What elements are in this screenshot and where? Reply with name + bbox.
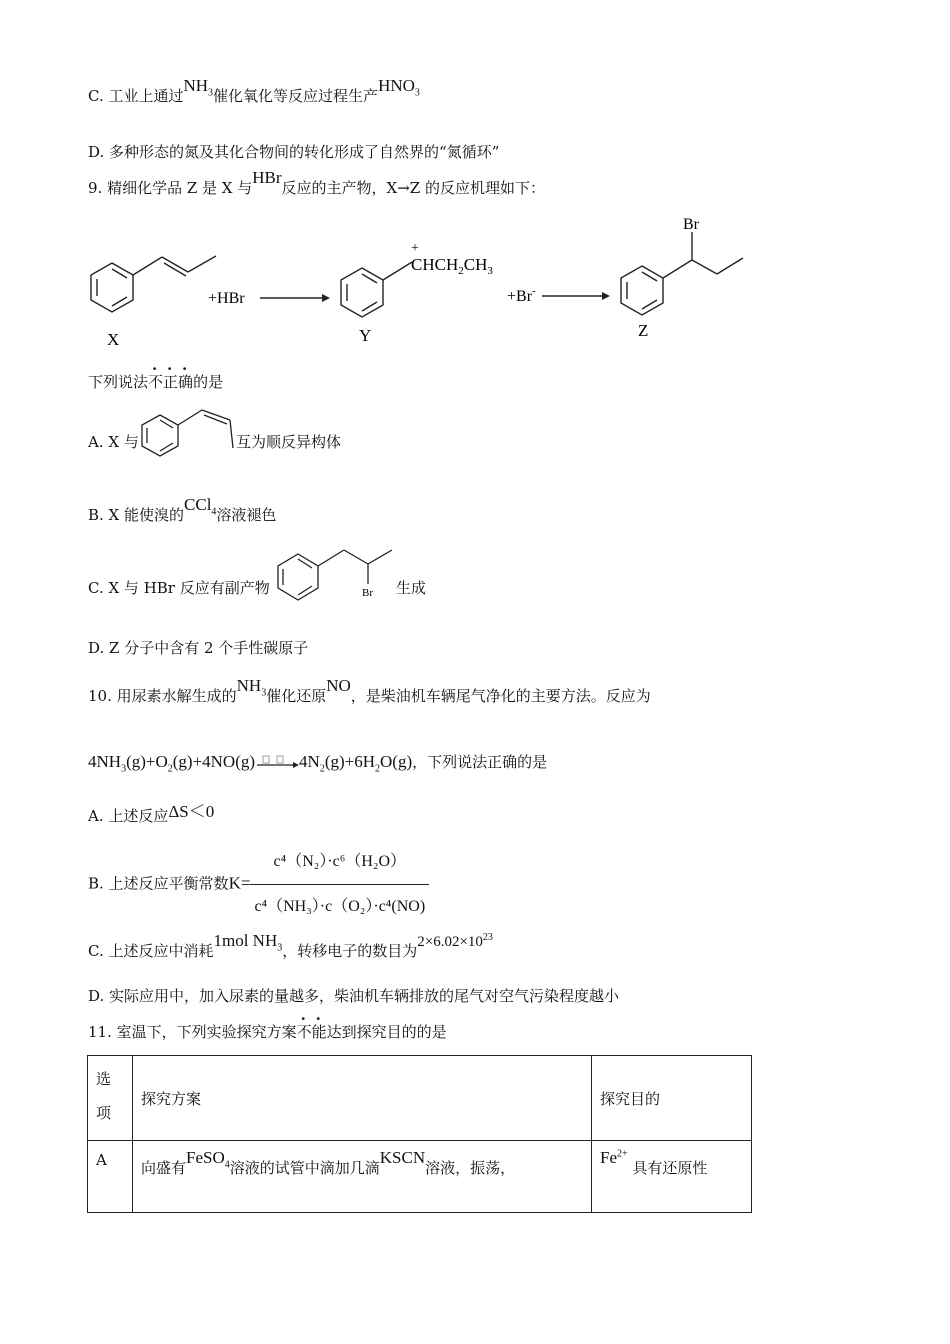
option-10d: D. 实际应用中，加入尿素的量越多，柴油机车辆排放的尾气对空气污染程度越小 — [88, 987, 620, 1005]
reaction-scheme — [80, 210, 770, 355]
option-9c-tail: 生成 — [396, 579, 427, 597]
row-a-aim: $Fe^{2+}$ 具有还原性 — [592, 1141, 752, 1213]
option-8c: C. 工业上通过$NH_3$催化氧化等反应过程生产$HNO_3$ — [88, 76, 420, 105]
label-z: Z — [638, 321, 649, 340]
formula-hbr: HBr — [252, 168, 282, 187]
reagent-hbr: +HBr — [208, 290, 245, 307]
formula-nh3: $NH_3$ — [183, 76, 214, 99]
question-11: 11. 室温下，下列实验探究方案不能达到探究目的的是 — [88, 1023, 447, 1041]
z-br-label: Br — [683, 216, 699, 233]
row-a-plan: 向盛有FeSO$_4$溶液的试管中滴加几滴KSCN溶液，振荡， — [133, 1141, 592, 1213]
label-x: X — [107, 330, 120, 349]
formula-ccl4: CCl$_4$ — [184, 495, 217, 518]
formula-fe2plus: $Fe^{2+}$ — [600, 1148, 628, 1167]
reaction-equation: $4NH_3(g)+O_2(g)+4NO(g)$ $4N_2(g)+6H_2O(g)$，下列说法正确的是 — [88, 752, 548, 775]
cis-isomer-structure — [138, 400, 238, 462]
table-header-row — [88, 1056, 752, 1141]
reaction-arrow — [255, 755, 299, 771]
formula-feso4: FeSO$_4$ — [186, 1148, 230, 1171]
byproduct-br: Br — [362, 587, 373, 599]
electron-count: $2\times 6.02\times 10^{23}$ — [417, 932, 493, 950]
row-a-option: A — [88, 1141, 133, 1213]
option-8d: D. 多种形态的氮及其化合物间的转化形成了自然界的“氮循环” — [88, 143, 500, 161]
label-y: Y — [359, 326, 372, 345]
option-10a: A. 上述反应ΔS＜0 — [88, 802, 215, 825]
option-9b: B. X 能使溴的CCl$_4$溶液褪色 — [88, 495, 277, 524]
option-10c: C. 上述反应中消耗1mol $NH_3$，转移电子的数目为$2\times 6.02\times 10^{23}$ — [88, 931, 493, 960]
header-aim: 探究目的 — [592, 1056, 752, 1141]
reagent-br-minus: +Br- — [507, 285, 536, 305]
header-plan: 探究方案 — [133, 1056, 592, 1141]
formula-nh3: $NH_3$ — [236, 676, 267, 699]
question-9: 9. 精细化学品 Z 是 X 与HBr反应的主产物，X→Z 的反应机理如下： — [88, 168, 545, 197]
equilibrium-constant-fraction: $\frac{\text{c⁴（N₂）·c⁶（H₂O）}}{\text{c⁴（NH₃）·c（O₂）·c⁴(NO)}}$ — [250, 842, 429, 927]
question-10: 10. 用尿素水解生成的$NH_3$催化还原NO，是柴油机车辆尾气净化的主要方法。反应为 — [88, 676, 651, 705]
option-9a: A. X 与 — [88, 433, 139, 451]
formula-hno3: $HNO_3$ — [378, 76, 420, 99]
option-9a-tail: 互为顺反异构体 — [236, 433, 342, 451]
question-9-stem: 下列说法不正确的是 — [88, 373, 224, 391]
x-chain — [133, 257, 162, 275]
cation-charge: + — [411, 241, 419, 256]
formula-delta-s: ΔS＜0 — [168, 802, 215, 821]
option-10b: B. 上述反应平衡常数K= $\frac{\text{c⁴（N₂）·c⁶（H₂O）}}{\text{c⁴（NH₃）·c（O₂）·c⁴(NO)}}$ — [88, 842, 429, 927]
byproduct-structure — [272, 540, 402, 608]
option-9d: D. Z 分子中含有 2 个手性碳原子 — [88, 639, 309, 657]
experiment-table — [87, 1055, 752, 1213]
formula-kscn: KSCN — [379, 1148, 426, 1167]
header-option: 选项 — [88, 1056, 133, 1141]
table-row — [88, 1141, 752, 1213]
cation-formula: $CHCH_2CH_3$ — [411, 255, 493, 277]
option-9c: C. X 与 HBr 反应有副产物 — [88, 579, 270, 597]
formula-1mol-nh3: 1mol $NH_3$ — [213, 931, 283, 954]
formula-no: NO — [326, 676, 351, 695]
